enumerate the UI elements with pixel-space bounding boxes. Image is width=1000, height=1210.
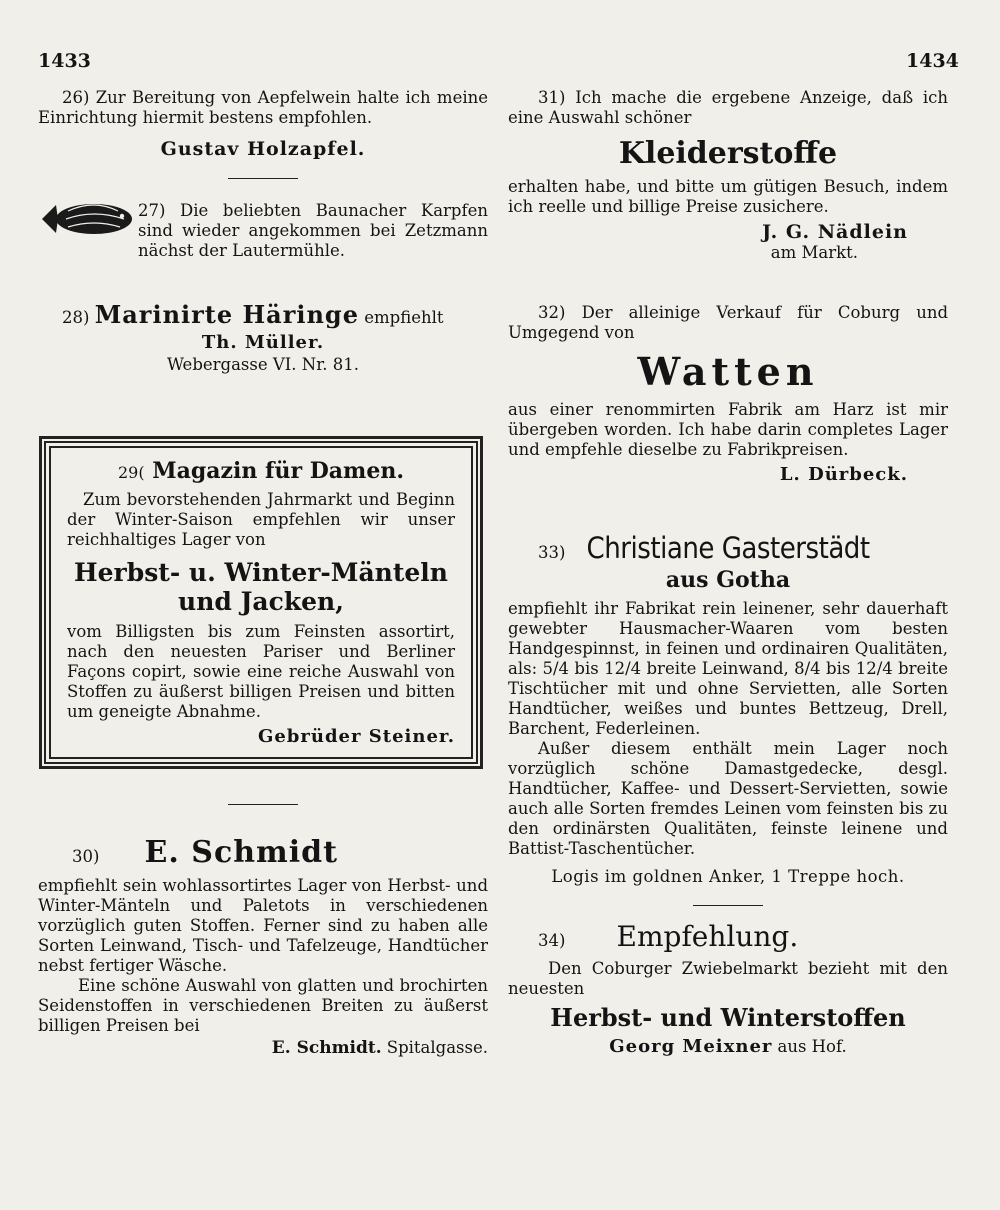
ad-subhead: aus Gotha xyxy=(665,567,791,593)
ad-headline: Kleiderstoffe xyxy=(618,136,838,171)
ad-text: Den Coburger Zwiebelmarkt bezieht mit den neuesten xyxy=(508,959,948,998)
ad-number: 29( xyxy=(117,463,145,482)
ad-headline: Herbst- u. Winter-Mänteln xyxy=(74,558,448,587)
ad-signature: Gebrüder Steiner. xyxy=(257,726,455,747)
ad-32 xyxy=(508,303,948,485)
ad-text: Zur Bereitung von Aepfelwein halte ich meine Einrichtung hiermit bestens empfohlen. xyxy=(38,88,489,127)
ad-title: Magazin für Damen. xyxy=(152,458,404,484)
ad-number: 30) xyxy=(72,847,100,866)
ad-text-2: Eine schöne Auswahl von glatten und brochirten Seidenstoffen in verschiedenen Breiten zu äußerst billigen Preisen bei xyxy=(38,976,488,1035)
ad-text: Der alleinige Verkauf für Coburg und Umgegend von xyxy=(508,303,949,342)
ad-27 xyxy=(38,197,488,261)
right-column xyxy=(508,88,948,1057)
ad-address: Webergasse VI. Nr. 81. xyxy=(166,355,360,374)
ad-number: 26) xyxy=(62,88,90,107)
ad-signature: J. G. Nädlein xyxy=(762,221,908,243)
ad-intro: Zum bevorstehenden Jahrmarkt und Beginn der Winter-Saison empfehlen wir unser reichhaltiges Lager von xyxy=(67,490,455,549)
ad-33 xyxy=(508,531,948,906)
ad-29 xyxy=(38,441,488,805)
ad-signature: L. Dürbeck. xyxy=(779,464,908,485)
ad-number: 34) xyxy=(538,931,566,950)
ad-address: Spitalgasse. xyxy=(386,1038,488,1057)
ad-26 xyxy=(38,88,488,179)
ad-number: 32) xyxy=(538,303,566,322)
ad-headline: Empfehlung. xyxy=(616,920,799,953)
left-column xyxy=(38,88,488,1058)
page-number-right: 1434 xyxy=(906,50,959,72)
ad-headline: E. Schmidt xyxy=(144,835,339,870)
ad-number: 31) xyxy=(538,88,566,107)
ad-text-2: Außer diesem enthält mein Lager noch vorzüglich schöne Damastgedecke, desgl. Handtücher, Kaffee- und Dessert-Servietten, sowie auch alle Sorten fremdes Leinen vom feinsten bis zu den ordinärsten Qualitäten, feinste leinene und Battist-Taschentücher. xyxy=(508,739,948,858)
ad-31 xyxy=(508,88,948,263)
ad-28 xyxy=(38,300,488,375)
ad-lodging: Logis im goldnen Anker, 1 Treppe hoch. xyxy=(551,867,905,886)
ad-number: 27) xyxy=(138,201,166,220)
divider xyxy=(228,804,298,805)
ad-34 xyxy=(508,920,948,1057)
fish-icon xyxy=(38,197,138,241)
ad-30 xyxy=(38,835,488,1058)
ad-headline: Christiane Gasterstädt xyxy=(586,531,870,565)
ad-text: Die beliebten Baunacher Karpfen sind wieder angekommen bei Zetzmann nächst der Lautermühle. xyxy=(138,201,488,260)
ad-headline-2: und Jacken, xyxy=(178,587,344,616)
ad-address: am Markt. xyxy=(770,243,858,262)
ad-number: 33) xyxy=(538,543,566,562)
ad-tail: aus Hof. xyxy=(777,1037,847,1056)
ad-headline-2: Herbst- und Winterstoffen xyxy=(550,1003,906,1032)
ad-signature: E. Schmidt. xyxy=(271,1038,382,1058)
ad-signature: Gustav Holzapfel. xyxy=(160,138,366,160)
ad-text-2: aus einer renommirten Fabrik am Harz ist mir übergeben worden. Ich habe darin completes Lager und empfehle dieselbe zu Fabrikpreisen. xyxy=(508,400,948,459)
ad-text: empfiehlt sein wohlassortirtes Lager von Herbst- und Winter-Mänteln und Paletots in verschiedenen vorzüglich guten Stoffen. Ferner sind zu haben alle Sorten Leinwand, Tisch- und Tafelzeuge, Handtücher nebst fertiger Wäsche. xyxy=(38,876,488,975)
page-number-left: 1433 xyxy=(38,50,91,72)
divider xyxy=(228,178,298,179)
ad-text: empfiehlt xyxy=(364,308,444,327)
ad-headline: Marinirte Häringe xyxy=(94,300,359,329)
ad-text: empfiehlt ihr Fabrikat rein leinener, sehr dauerhaft gewebter Hausmacher-Waaren vom besten Handgespinnst, in feinen und ordinairen Qualitäten, als: 5/4 bis 12/4 breite Leinwand, 8/4 bis 12/4 breite Tischtücher mit und ohne Servietten, alle Sorten Handtücher, weißes und buntes Bettzeug, Drell, Barchent, Federleinen. xyxy=(508,599,948,738)
ad-signature: Georg Meixner xyxy=(609,1036,773,1057)
ad-text: vom Billigsten bis zum Feinsten assortirt, nach den neuesten Pariser und Berliner Façons copirt, sowie eine reiche Auswahl von Stoffen zu äußerst billigen Preisen und bitten um geneigte Abnahme. xyxy=(67,622,455,721)
ad-headline: Watten xyxy=(637,349,819,394)
ad-signature: Th. Müller. xyxy=(201,332,325,353)
divider xyxy=(693,905,763,906)
ad-text-2: erhalten habe, und bitte um gütigen Besuch, indem ich reelle und billige Preise zusichere. xyxy=(508,177,948,216)
ad-number: 28) xyxy=(62,308,90,327)
ad-frame xyxy=(44,441,478,764)
ad-text: Ich mache die ergebene Anzeige, daß ich eine Auswahl schöner xyxy=(508,88,948,127)
